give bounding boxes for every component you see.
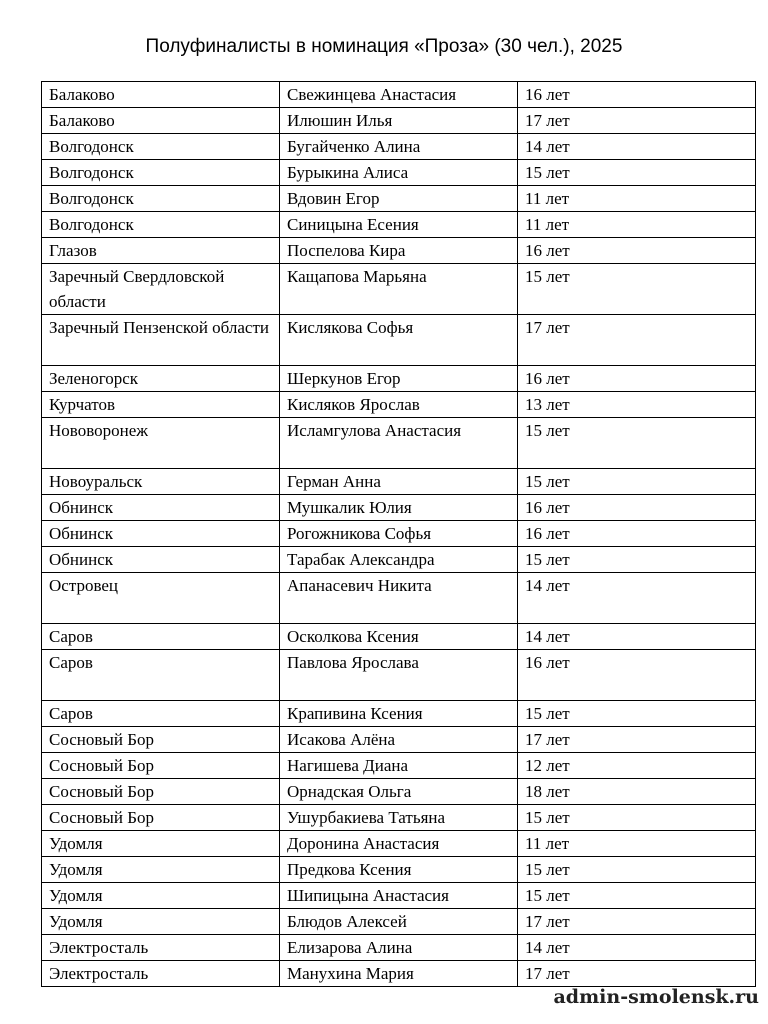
city-cell: Волгодонск bbox=[42, 160, 280, 186]
table-row bbox=[42, 108, 756, 134]
table-row bbox=[42, 727, 756, 753]
name-cell: Шеркунов Егор bbox=[280, 366, 518, 392]
name-cell: Осколкова Ксения bbox=[280, 624, 518, 650]
table-row bbox=[42, 961, 756, 987]
city-cell: Саров bbox=[42, 701, 280, 727]
city-cell: Нововоронеж bbox=[42, 418, 280, 469]
table-row bbox=[42, 650, 756, 701]
age-cell: 17 лет bbox=[518, 315, 756, 366]
city-cell: Сосновый Бор bbox=[42, 727, 280, 753]
city-cell: Саров bbox=[42, 624, 280, 650]
name-cell: Тарабак Александра bbox=[280, 547, 518, 573]
semifinalists-table bbox=[41, 81, 756, 987]
age-cell: 16 лет bbox=[518, 238, 756, 264]
name-cell: Кащапова Марьяна bbox=[280, 264, 518, 315]
table-row bbox=[42, 418, 756, 469]
city-cell: Удомля bbox=[42, 909, 280, 935]
name-cell: Ушурбакиева Татьяна bbox=[280, 805, 518, 831]
age-cell: 13 лет bbox=[518, 392, 756, 418]
name-cell: Вдовин Егор bbox=[280, 186, 518, 212]
city-cell: Зеленогорск bbox=[42, 366, 280, 392]
age-cell: 15 лет bbox=[518, 160, 756, 186]
age-cell: 15 лет bbox=[518, 857, 756, 883]
name-cell: Апанасевич Никита bbox=[280, 573, 518, 624]
city-cell: Балаково bbox=[42, 108, 280, 134]
name-cell: Предкова Ксения bbox=[280, 857, 518, 883]
name-cell: Крапивина Ксения bbox=[280, 701, 518, 727]
age-cell: 16 лет bbox=[518, 82, 756, 108]
name-cell: Исламгулова Анастасия bbox=[280, 418, 518, 469]
table-row bbox=[42, 160, 756, 186]
table-row bbox=[42, 495, 756, 521]
city-cell: Заречный Пензенской области bbox=[42, 315, 280, 366]
age-cell: 11 лет bbox=[518, 831, 756, 857]
age-cell: 14 лет bbox=[518, 573, 756, 624]
name-cell: Рогожникова Софья bbox=[280, 521, 518, 547]
table-row bbox=[42, 238, 756, 264]
age-cell: 16 лет bbox=[518, 495, 756, 521]
table-row bbox=[42, 701, 756, 727]
city-cell: Волгодонск bbox=[42, 212, 280, 238]
city-cell: Курчатов bbox=[42, 392, 280, 418]
name-cell: Блюдов Алексей bbox=[280, 909, 518, 935]
age-cell: 14 лет bbox=[518, 134, 756, 160]
table-row bbox=[42, 521, 756, 547]
city-cell: Электросталь bbox=[42, 961, 280, 987]
city-cell: Волгодонск bbox=[42, 186, 280, 212]
table-row bbox=[42, 624, 756, 650]
city-cell: Заречный Свердловской области bbox=[42, 264, 280, 315]
table-row bbox=[42, 831, 756, 857]
name-cell: Павлова Ярослава bbox=[280, 650, 518, 701]
table-row bbox=[42, 82, 756, 108]
city-cell: Саров bbox=[42, 650, 280, 701]
age-cell: 16 лет bbox=[518, 650, 756, 701]
site-watermark: admin-smolensk.ru bbox=[553, 986, 759, 1008]
table-row bbox=[42, 315, 756, 366]
page-title: Полуфиналисты в номинация «Проза» (30 чел.), 2025 bbox=[145, 36, 623, 57]
city-cell: Глазов bbox=[42, 238, 280, 264]
age-cell: 14 лет bbox=[518, 624, 756, 650]
name-cell: Доронина Анастасия bbox=[280, 831, 518, 857]
age-cell: 14 лет bbox=[518, 935, 756, 961]
name-cell: Поспелова Кира bbox=[280, 238, 518, 264]
table-row bbox=[42, 857, 756, 883]
city-cell: Обнинск bbox=[42, 547, 280, 573]
name-cell: Исакова Алёна bbox=[280, 727, 518, 753]
table-row bbox=[42, 212, 756, 238]
city-cell: Удомля bbox=[42, 857, 280, 883]
name-cell: Елизарова Алина bbox=[280, 935, 518, 961]
city-cell: Электросталь bbox=[42, 935, 280, 961]
age-cell: 12 лет bbox=[518, 753, 756, 779]
table-row bbox=[42, 392, 756, 418]
name-cell: Орнадская Ольга bbox=[280, 779, 518, 805]
name-cell: Бугайченко Алина bbox=[280, 134, 518, 160]
age-cell: 18 лет bbox=[518, 779, 756, 805]
age-cell: 16 лет bbox=[518, 366, 756, 392]
age-cell: 17 лет bbox=[518, 108, 756, 134]
name-cell: Мушкалик Юлия bbox=[280, 495, 518, 521]
table-body bbox=[42, 82, 756, 987]
table-row bbox=[42, 753, 756, 779]
city-cell: Волгодонск bbox=[42, 134, 280, 160]
age-cell: 11 лет bbox=[518, 186, 756, 212]
city-cell: Обнинск bbox=[42, 495, 280, 521]
age-cell: 15 лет bbox=[518, 547, 756, 573]
city-cell: Удомля bbox=[42, 831, 280, 857]
city-cell: Островец bbox=[42, 573, 280, 624]
table-row bbox=[42, 186, 756, 212]
city-cell: Сосновый Бор bbox=[42, 805, 280, 831]
city-cell: Удомля bbox=[42, 883, 280, 909]
table-row bbox=[42, 469, 756, 495]
semifinalists-table-container bbox=[41, 81, 755, 987]
name-cell: Манухина Мария bbox=[280, 961, 518, 987]
name-cell: Кисляков Ярослав bbox=[280, 392, 518, 418]
name-cell: Синицына Есения bbox=[280, 212, 518, 238]
name-cell: Бурыкина Алиса bbox=[280, 160, 518, 186]
table-row bbox=[42, 909, 756, 935]
age-cell: 15 лет bbox=[518, 701, 756, 727]
age-cell: 15 лет bbox=[518, 418, 756, 469]
city-cell: Балаково bbox=[42, 82, 280, 108]
table-row bbox=[42, 573, 756, 624]
table-row bbox=[42, 366, 756, 392]
age-cell: 16 лет bbox=[518, 521, 756, 547]
table-row bbox=[42, 805, 756, 831]
age-cell: 15 лет bbox=[518, 469, 756, 495]
city-cell: Новоуральск bbox=[42, 469, 280, 495]
name-cell: Нагишева Диана bbox=[280, 753, 518, 779]
name-cell: Илюшин Илья bbox=[280, 108, 518, 134]
name-cell: Свежинцева Анастасия bbox=[280, 82, 518, 108]
name-cell: Шипицына Анастасия bbox=[280, 883, 518, 909]
name-cell: Герман Анна bbox=[280, 469, 518, 495]
name-cell: Кислякова Софья bbox=[280, 315, 518, 366]
age-cell: 15 лет bbox=[518, 883, 756, 909]
city-cell: Сосновый Бор bbox=[42, 779, 280, 805]
table-row bbox=[42, 547, 756, 573]
age-cell: 11 лет bbox=[518, 212, 756, 238]
table-row bbox=[42, 935, 756, 961]
city-cell: Обнинск bbox=[42, 521, 280, 547]
age-cell: 15 лет bbox=[518, 264, 756, 315]
age-cell: 15 лет bbox=[518, 805, 756, 831]
table-row bbox=[42, 134, 756, 160]
table-row bbox=[42, 264, 756, 315]
table-row bbox=[42, 883, 756, 909]
age-cell: 17 лет bbox=[518, 961, 756, 987]
table-row bbox=[42, 779, 756, 805]
age-cell: 17 лет bbox=[518, 909, 756, 935]
city-cell: Сосновый Бор bbox=[42, 753, 280, 779]
age-cell: 17 лет bbox=[518, 727, 756, 753]
